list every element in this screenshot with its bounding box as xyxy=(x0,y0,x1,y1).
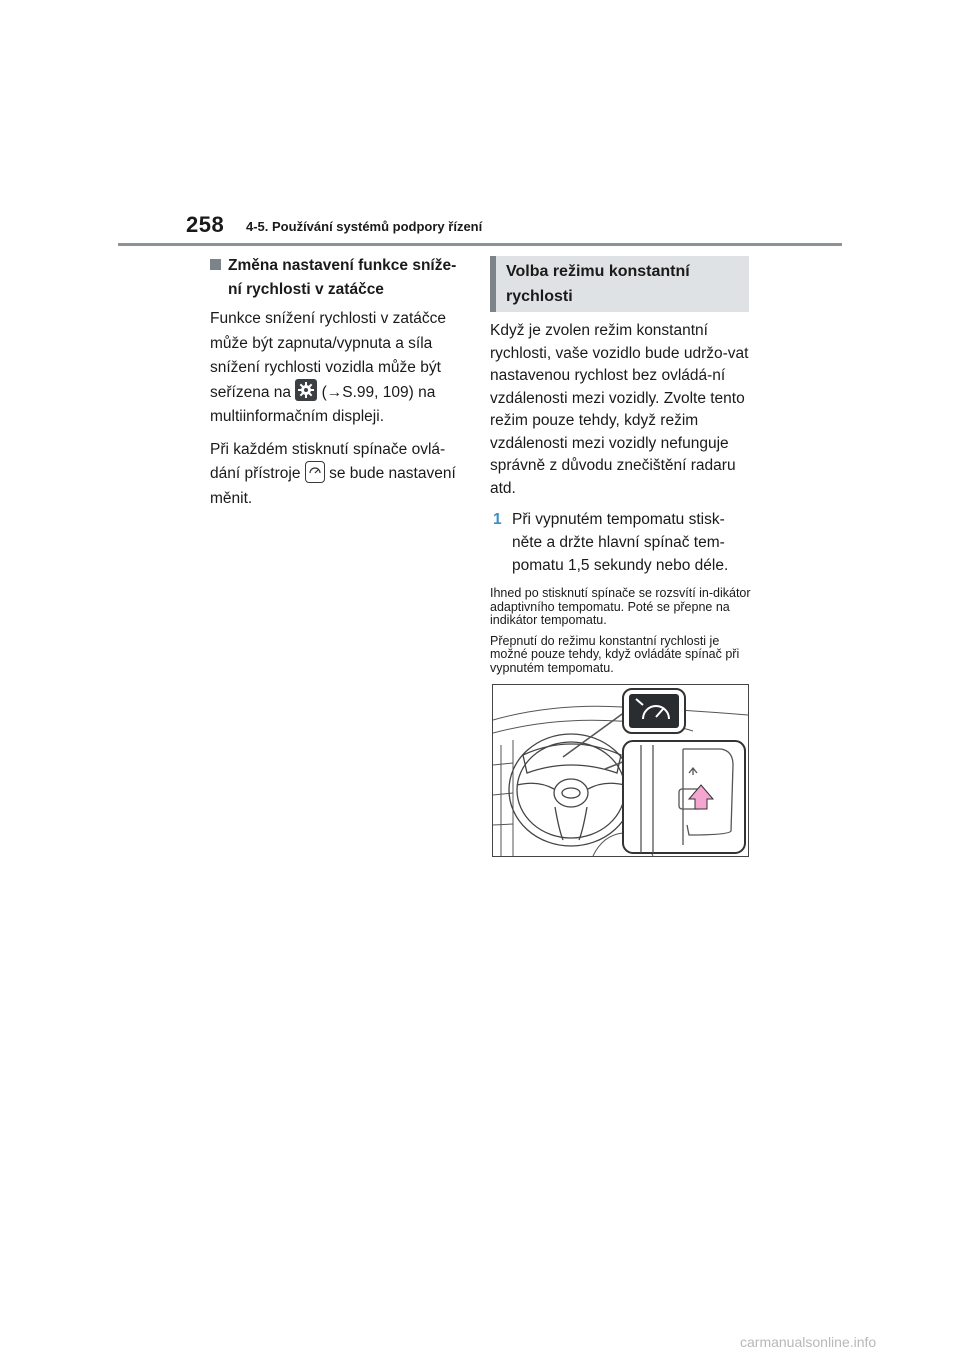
chapter-title: 4-5. Používání systémů podpory řízení xyxy=(246,219,483,234)
step-item xyxy=(490,508,752,577)
paragraph-switch xyxy=(210,438,468,512)
right-column xyxy=(490,256,752,675)
paragraph-text-b: (→S.99, 109) na multiinformačním displeji. xyxy=(210,383,436,425)
square-bullet-icon xyxy=(210,259,221,270)
subheading xyxy=(210,254,468,302)
step-number: 1 xyxy=(493,511,502,528)
section-title: Volba režimu konstantní rychlosti xyxy=(506,263,690,305)
cockpit-illustration xyxy=(492,684,749,857)
step-text: Při vypnutém tempomatu stisk-něte a držte hlavní spínač tem-pomatu 1,5 sekundy nebo déle. xyxy=(512,511,729,574)
left-column xyxy=(210,254,468,511)
paragraph-text-a: Funkce snížení rychlosti v zatáčce může být zapnuta/vypnuta a síla snížení rychlosti vozidla může být seřízena na xyxy=(210,310,447,401)
note-indicator: Ihned po stisknutí spínače se rozsvítí in-dikátor adaptivního tempomatu. Poté se přepne na indikátor tempomatu. xyxy=(490,586,751,627)
meter-control-switch-icon xyxy=(305,461,325,483)
paragraph-curve-speed xyxy=(210,307,468,430)
section-heading-box xyxy=(490,256,749,312)
page-number: 258 xyxy=(186,212,225,237)
paragraph2-text-b: se bude nastavení měnit. xyxy=(210,465,456,507)
section-body: Když je zvolen režim konstantní rychlosti, vaše vozidlo bude udržo-vat nastavenou rychlost bez ovládá-ní vzdálenosti mezi vozidly. Zvolte tento režim pouze tehdy, když režim vzdálenosti mezi vozidly nefunguje správně z důvodu znečištění radaru atd. xyxy=(490,322,749,497)
gear-settings-icon xyxy=(295,379,317,401)
note-switch-condition: Přepnutí do režimu konstantní rychlosti je možné pouze tehdy, když ovládáte spínač při vypnutém tempomatu. xyxy=(490,633,740,675)
paragraph2-text-a: Při každém stisknutí spínače ovlá-dání přístroje xyxy=(210,440,446,482)
subheading-text: Změna nastavení funkce sníže-ní rychlosti v zatáčce xyxy=(228,257,457,298)
watermark: carmanualsonline.info xyxy=(740,1334,877,1350)
header-divider xyxy=(118,243,842,246)
